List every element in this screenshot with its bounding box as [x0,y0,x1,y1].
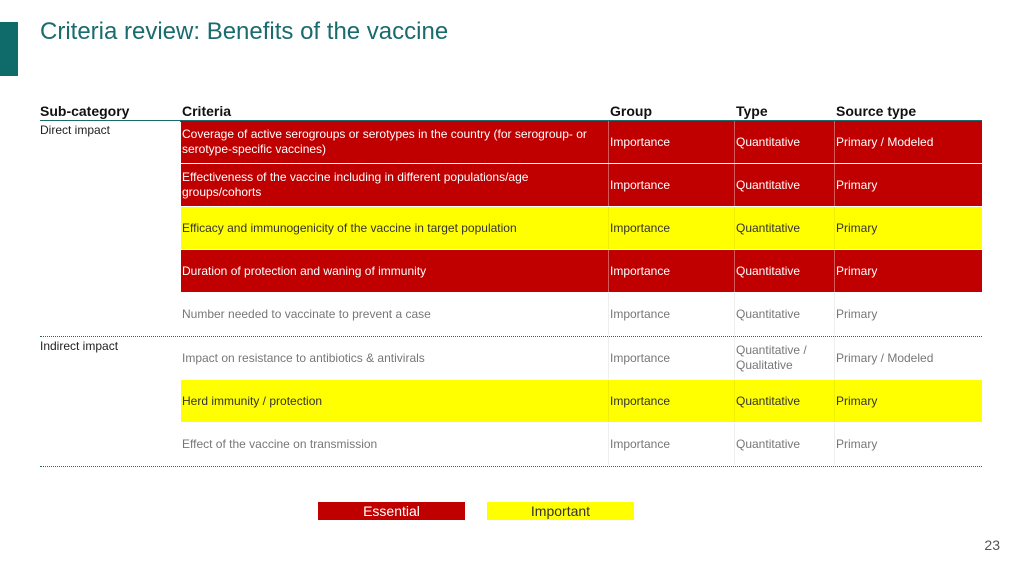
type-cell: Quantitative [735,293,835,335]
title-accent-bar [0,22,18,76]
table-header [40,100,982,121]
criteria-cell: Effectiveness of the vaccine including in different populations/age groups/cohorts [181,164,609,206]
table-row [181,423,982,465]
table-row [181,121,982,163]
type-cell: Quantitative / Qualitative [735,337,835,379]
group-cell: Importance [609,250,735,292]
slide-title: Criteria review: Benefits of the vaccine [40,18,449,45]
group-cell: Importance [609,337,735,379]
table-row [181,250,982,292]
criteria-cell: Herd immunity / protection [181,380,609,422]
group-indirect-impact [40,337,982,467]
group-cell: Importance [609,164,735,206]
type-cell: Quantitative [735,423,835,465]
source-cell: Primary [836,306,878,321]
criteria-cell: Duration of protection and waning of immunity [181,250,609,292]
source-cell: Primary [836,220,878,235]
subcategory-label: Indirect impact [40,339,119,353]
legend-important: Important [487,502,634,520]
source-cell: Primary / Modeled [836,350,934,365]
page-number: 23 [984,537,1000,553]
criteria-cell: Number needed to vaccinate to prevent a case [181,293,609,335]
source-cell: Primary [836,393,878,408]
table-row [181,380,982,422]
header-subcategory: Sub-category [40,103,130,119]
source-cell: Primary [836,263,878,278]
table-row [181,207,982,249]
type-cell: Quantitative [735,164,835,206]
header-source-type: Source type [836,103,917,119]
subcategory-label: Direct impact [40,123,111,137]
type-cell: Quantitative [735,250,835,292]
header-group: Group [610,103,652,119]
group-cell: Importance [609,423,735,465]
group-cell: Importance [609,121,735,163]
criteria-table [40,100,982,467]
criteria-cell: Coverage of active serogroups or serotypes in the country (for serogroup- or serotype-specific vaccines) [181,121,609,163]
group-cell: Importance [609,293,735,335]
legend-essential: Essential [318,502,465,520]
group-cell: Importance [609,207,735,249]
header-type: Type [736,103,768,119]
table-row [181,337,982,379]
source-cell: Primary [836,177,878,192]
type-cell: Quantitative [735,380,835,422]
group-cell: Importance [609,380,735,422]
header-criteria: Criteria [182,103,232,119]
source-cell: Primary [836,436,878,451]
criteria-cell: Impact on resistance to antibiotics & antivirals [181,337,609,379]
group-direct-impact [40,121,982,337]
source-cell: Primary / Modeled [836,134,934,149]
criteria-cell: Effect of the vaccine on transmission [181,423,609,465]
type-cell: Quantitative [735,207,835,249]
type-cell: Quantitative [735,121,835,163]
criteria-cell: Efficacy and immunogenicity of the vaccine in target population [181,207,609,249]
table-row [181,293,982,335]
table-row [181,164,982,206]
